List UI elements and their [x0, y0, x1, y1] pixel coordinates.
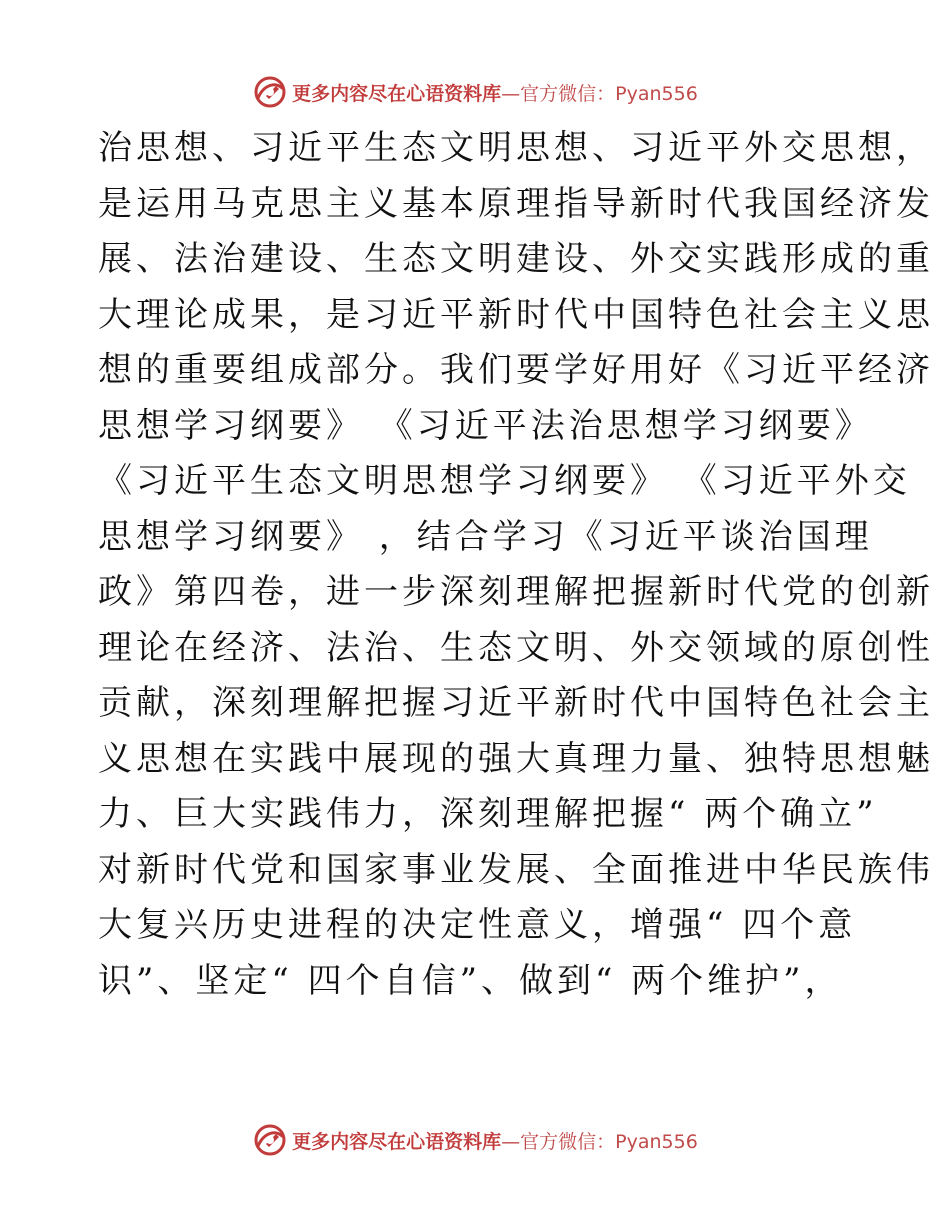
red-swirl-pen-logo-icon: [252, 1122, 288, 1158]
body-line: 思想学习纲要》 《习近平法治思想学习纲要》: [98, 405, 873, 446]
body-line: 展、法治建设、生态文明建设、外交实践形成的重: [98, 239, 934, 279]
body-line: 识”、坚定“ 四个自信”、做到“ 两个维护”，: [98, 960, 843, 1001]
document-body: [98, 121, 934, 1009]
header-watermark-text: [292, 79, 698, 106]
header-watermark-lead: 更多内容尽在心语资料库: [292, 82, 502, 105]
body-line: 《习近平生态文明思想学习纲要》 《习近平外交: [98, 461, 911, 501]
body-line: 理论在经济、法治、生态文明、外交领域的原创性: [98, 627, 934, 668]
header-watermark-rest: —官方微信：Pyan556: [501, 82, 698, 105]
header-watermark-banner: [0, 72, 950, 112]
body-line: 思想学习纲要》 ，结合学习《习近平谈治国理: [98, 516, 873, 557]
body-line: 义思想在实践中展现的强大真理力量、独特思想魅: [98, 738, 934, 779]
body-line: 力、巨大实践伟力，深刻理解把握“ 两个确立”: [98, 794, 878, 834]
footer-watermark-banner: [0, 1120, 950, 1160]
red-swirl-pen-logo-icon: [252, 74, 288, 110]
body-line: 大复兴历史进程的决定性意义，增强“ 四个意: [98, 905, 857, 945]
footer-watermark-rest: —官方微信：Pyan556: [501, 1130, 698, 1153]
footer-watermark-text: [292, 1127, 698, 1154]
body-line: 政》第四卷，进一步深刻理解把握新时代党的创新: [98, 572, 934, 612]
body-line: 大理论成果，是习近平新时代中国特色社会主义思: [98, 294, 934, 335]
footer-watermark-lead: 更多内容尽在心语资料库: [292, 1130, 502, 1153]
body-line: 对新时代党和国家事业发展、全面推进中华民族伟: [98, 849, 934, 890]
body-line: 想的重要组成部分。我们要学好用好《习近平经济: [98, 350, 934, 390]
body-line: 治思想、习近平生态文明思想、习近平外交思想，: [98, 128, 934, 168]
body-line: 贡献，深刻理解把握习近平新时代中国特色社会主: [98, 683, 934, 723]
body-line: 是运用马克思主义基本原理指导新时代我国经济发: [98, 183, 934, 224]
